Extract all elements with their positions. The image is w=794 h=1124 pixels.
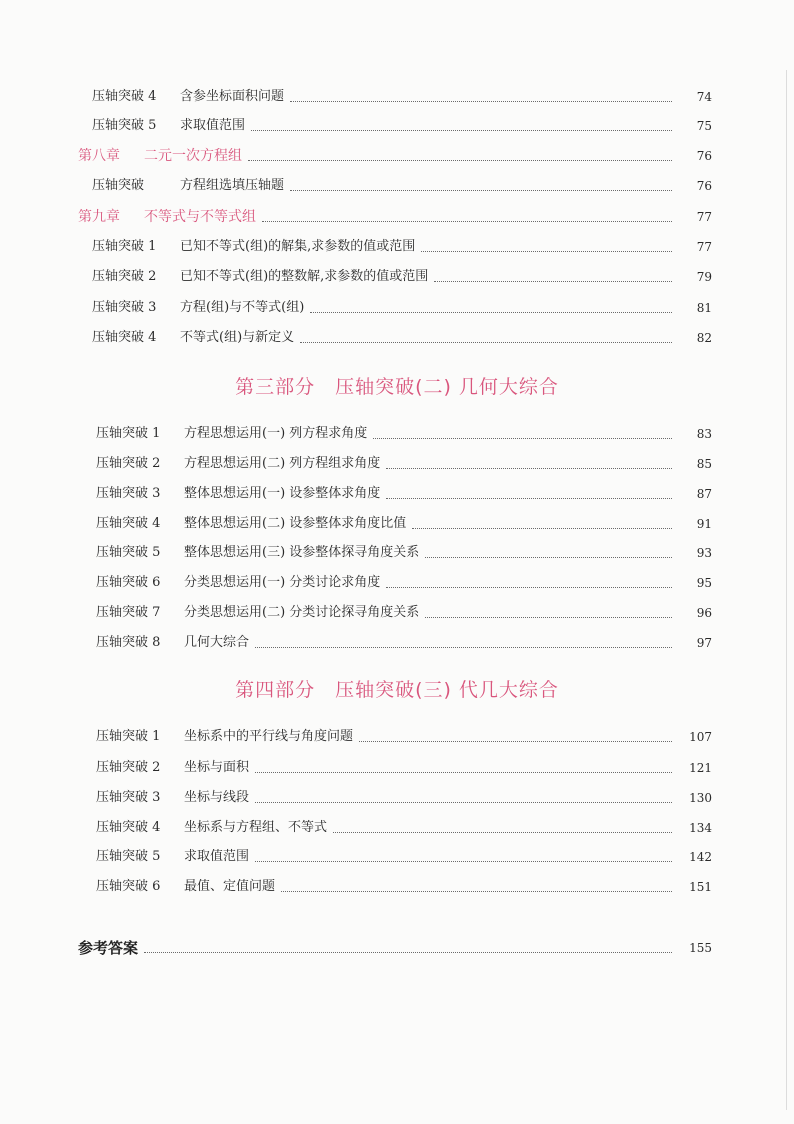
toc-entry[interactable] bbox=[0, 757, 794, 779]
toc-entry[interactable] bbox=[0, 602, 794, 624]
toc-entry[interactable] bbox=[0, 423, 794, 445]
page-number: 142 bbox=[689, 850, 712, 864]
dot-leader bbox=[425, 557, 672, 558]
dot-leader bbox=[281, 891, 672, 892]
toc-entry[interactable] bbox=[0, 327, 794, 349]
dot-leader bbox=[255, 861, 672, 862]
chapter-label: 第八章 bbox=[78, 148, 120, 164]
toc-entry[interactable] bbox=[0, 542, 794, 564]
page-number: 151 bbox=[689, 880, 712, 894]
page-number: 74 bbox=[696, 90, 712, 104]
toc-entry[interactable] bbox=[0, 817, 794, 839]
toc-chapter[interactable] bbox=[0, 206, 794, 228]
page-number: 79 bbox=[696, 270, 712, 284]
page-edge-shadow bbox=[786, 70, 787, 1110]
entry-label: 压轴突破 bbox=[92, 178, 145, 193]
entry-label: 压轴突破 4 bbox=[92, 330, 157, 345]
page-number: 155 bbox=[689, 941, 712, 955]
dot-leader bbox=[386, 468, 672, 469]
entry-title: 坐标系中的平行线与角度问题 bbox=[184, 729, 354, 744]
page-number: 121 bbox=[689, 761, 712, 775]
entry-label: 压轴突破 2 bbox=[96, 760, 161, 775]
page-number: 76 bbox=[696, 179, 712, 193]
entry-title: 已知不等式(组)的解集,求参数的值或范围 bbox=[180, 239, 416, 254]
dot-leader bbox=[412, 528, 672, 529]
entry-title: 已知不等式(组)的整数解,求参数的值或范围 bbox=[180, 269, 429, 284]
entry-title: 坐标与面积 bbox=[184, 760, 250, 775]
entry-title: 几何大综合 bbox=[184, 635, 250, 650]
entry-label: 压轴突破 5 bbox=[96, 849, 161, 864]
entry-label: 压轴突破 2 bbox=[92, 269, 157, 284]
toc-answers[interactable] bbox=[0, 937, 794, 959]
entry-label: 压轴突破 1 bbox=[96, 729, 161, 744]
entry-title: 坐标系与方程组、不等式 bbox=[184, 820, 328, 835]
dot-leader bbox=[386, 587, 672, 588]
page-number: 95 bbox=[696, 576, 712, 590]
dot-leader bbox=[333, 832, 672, 833]
page-number: 93 bbox=[696, 546, 712, 560]
page-number: 96 bbox=[696, 606, 712, 620]
dot-leader bbox=[248, 160, 672, 161]
dot-leader bbox=[290, 101, 672, 102]
page-number: 81 bbox=[696, 301, 712, 315]
entry-title: 分类思想运用(二) 分类讨论探寻角度关系 bbox=[184, 605, 420, 620]
dot-leader bbox=[425, 617, 672, 618]
toc-entry[interactable] bbox=[0, 726, 794, 748]
toc-entry[interactable] bbox=[0, 115, 794, 137]
entry-title: 最值、定值问题 bbox=[184, 879, 276, 894]
entry-title: 不等式(组)与新定义 bbox=[180, 330, 295, 345]
dot-leader bbox=[359, 741, 672, 742]
page-number: 87 bbox=[696, 487, 712, 501]
page-number: 85 bbox=[696, 457, 712, 471]
entry-label: 压轴突破 1 bbox=[92, 239, 157, 254]
entry-label: 压轴突破 5 bbox=[92, 118, 157, 133]
page-number: 107 bbox=[689, 730, 712, 744]
page-number: 134 bbox=[689, 821, 712, 835]
part-three-heading: 第三部分 压轴突破(二) 几何大综合 bbox=[235, 376, 559, 398]
toc-entry[interactable] bbox=[0, 483, 794, 505]
answers-label: 参考答案 bbox=[78, 939, 139, 957]
toc-entry[interactable] bbox=[0, 572, 794, 594]
toc-entry[interactable] bbox=[0, 453, 794, 475]
dot-leader bbox=[255, 802, 672, 803]
toc-entry[interactable] bbox=[0, 632, 794, 654]
page-number: 76 bbox=[696, 149, 712, 163]
entry-label: 压轴突破 8 bbox=[96, 635, 161, 650]
entry-label: 压轴突破 2 bbox=[96, 456, 161, 471]
chapter-title: 不等式与不等式组 bbox=[144, 209, 256, 225]
dot-leader bbox=[251, 130, 672, 131]
entry-label: 压轴突破 5 bbox=[96, 545, 161, 560]
page-number: 97 bbox=[696, 636, 712, 650]
entry-label: 压轴突破 3 bbox=[92, 300, 157, 315]
page-number: 130 bbox=[689, 791, 712, 805]
entry-label: 压轴突破 4 bbox=[96, 516, 161, 531]
dot-leader bbox=[262, 221, 672, 222]
toc-entry[interactable] bbox=[0, 513, 794, 535]
dot-leader bbox=[434, 281, 672, 282]
entry-label: 压轴突破 7 bbox=[96, 605, 161, 620]
chapter-title: 二元一次方程组 bbox=[144, 148, 242, 164]
entry-label: 压轴突破 6 bbox=[96, 575, 161, 590]
toc-entry[interactable] bbox=[0, 846, 794, 868]
dot-leader bbox=[290, 190, 672, 191]
dot-leader bbox=[421, 251, 672, 252]
toc-entry[interactable] bbox=[0, 876, 794, 898]
dot-leader bbox=[373, 438, 672, 439]
dot-leader bbox=[386, 498, 672, 499]
toc-chapter[interactable] bbox=[0, 145, 794, 167]
page-number: 77 bbox=[696, 210, 712, 224]
page-number: 91 bbox=[696, 517, 712, 531]
entry-title: 方程组选填压轴题 bbox=[180, 178, 285, 193]
dot-leader bbox=[144, 952, 672, 953]
entry-title: 求取值范围 bbox=[180, 118, 246, 133]
entry-title: 方程(组)与不等式(组) bbox=[180, 300, 305, 315]
chapter-label: 第九章 bbox=[78, 209, 120, 225]
page-number: 82 bbox=[696, 331, 712, 345]
toc-entry[interactable] bbox=[0, 297, 794, 319]
toc-entry[interactable] bbox=[0, 236, 794, 258]
entry-label: 压轴突破 3 bbox=[96, 790, 161, 805]
entry-title: 求取值范围 bbox=[184, 849, 250, 864]
dot-leader bbox=[255, 647, 672, 648]
toc-entry[interactable] bbox=[0, 787, 794, 809]
dot-leader bbox=[300, 342, 672, 343]
entry-title: 整体思想运用(三) 设参整体探寻角度关系 bbox=[184, 545, 420, 560]
entry-label: 压轴突破 6 bbox=[96, 879, 161, 894]
part-four-heading: 第四部分 压轴突破(三) 代几大综合 bbox=[235, 679, 559, 701]
entry-title: 整体思想运用(一) 设参整体求角度 bbox=[184, 486, 381, 501]
entry-title: 方程思想运用(二) 列方程组求角度 bbox=[184, 456, 381, 471]
entry-title: 整体思想运用(二) 设参整体求角度比值 bbox=[184, 516, 407, 531]
dot-leader bbox=[310, 312, 672, 313]
dot-leader bbox=[255, 772, 672, 773]
entry-label: 压轴突破 4 bbox=[96, 820, 161, 835]
entry-label: 压轴突破 3 bbox=[96, 486, 161, 501]
entry-title: 坐标与线段 bbox=[184, 790, 250, 805]
entry-title: 含参坐标面积问题 bbox=[180, 89, 285, 104]
toc-entry[interactable] bbox=[0, 86, 794, 108]
entry-title: 分类思想运用(一) 分类讨论求角度 bbox=[184, 575, 381, 590]
page-number: 75 bbox=[696, 119, 712, 133]
toc-entry[interactable] bbox=[0, 266, 794, 288]
entry-title: 方程思想运用(一) 列方程求角度 bbox=[184, 426, 368, 441]
toc-entry[interactable] bbox=[0, 175, 794, 197]
entry-label: 压轴突破 1 bbox=[96, 426, 161, 441]
page-number: 83 bbox=[696, 427, 712, 441]
entry-label: 压轴突破 4 bbox=[92, 89, 157, 104]
page-number: 77 bbox=[696, 240, 712, 254]
